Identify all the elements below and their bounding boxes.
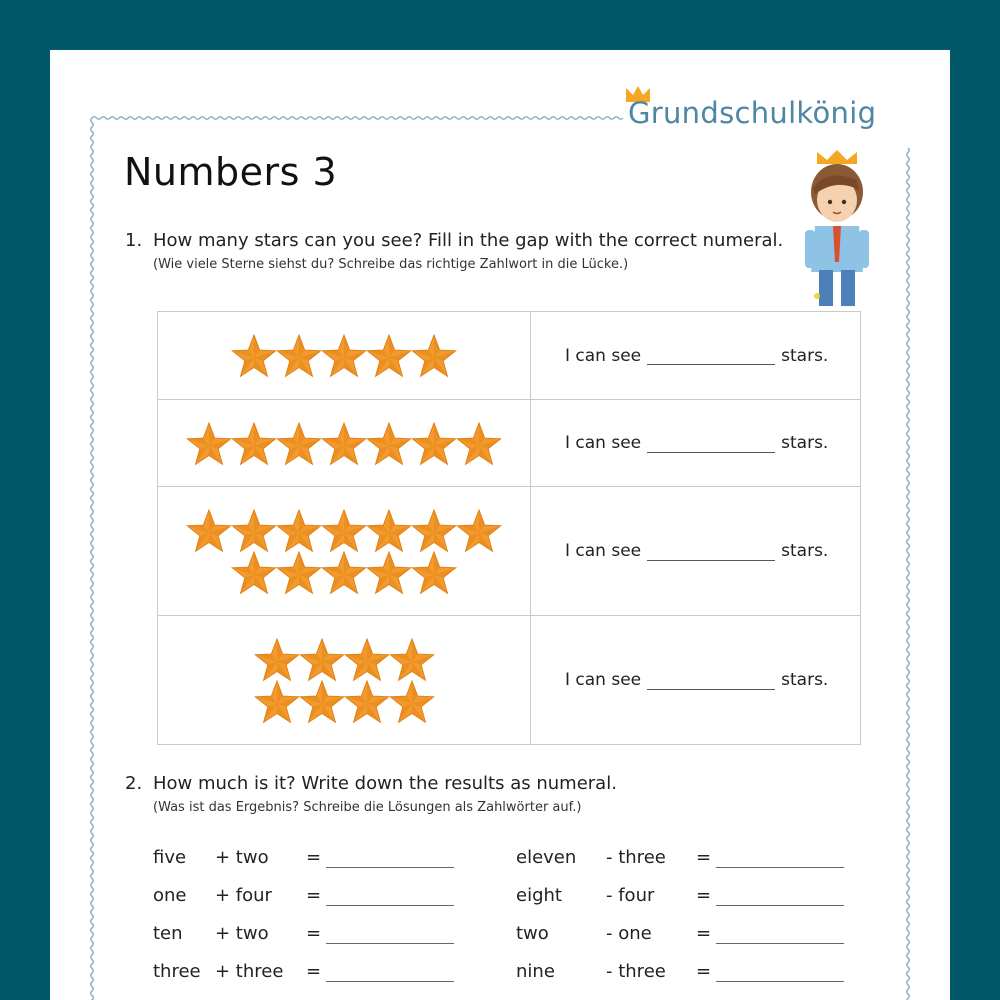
stars-cell [158, 616, 530, 744]
star-icon [276, 334, 322, 378]
calc-answer-blank[interactable] [326, 943, 454, 944]
calc-answer-blank[interactable] [716, 981, 844, 982]
calc-operation: + two [215, 923, 269, 944]
calc-equals: = [306, 923, 322, 944]
task2-prompt-text: How much is it? Write down the results as numeral. [153, 773, 617, 794]
answer-cell [531, 400, 860, 486]
answer-prefix: I can see [565, 345, 642, 366]
calc-answer-blank[interactable] [716, 943, 844, 944]
calc-row [516, 847, 846, 873]
boy-illustration [797, 150, 877, 310]
answer-suffix: stars. [781, 345, 829, 366]
calc-equals: = [306, 961, 322, 982]
star-icon [276, 422, 322, 466]
star-icon [276, 509, 322, 553]
star-icon [299, 680, 345, 724]
calc-row [153, 923, 473, 949]
calc-operand: one [153, 885, 187, 906]
star-icon [411, 422, 457, 466]
task2-prompt [125, 773, 617, 794]
task1-prompt [125, 230, 783, 251]
answer-cell [531, 312, 860, 399]
calc-row [153, 961, 473, 987]
table-row [158, 615, 860, 744]
answer-cell [531, 487, 860, 615]
calc-operand: eight [516, 885, 562, 906]
star-icon [186, 509, 232, 553]
table-row [158, 486, 860, 615]
answer-blank[interactable] [647, 434, 775, 453]
table-row [158, 399, 860, 486]
task1-translation: (Wie viele Sterne siehst du? Schreibe das richtige Zahlwort in die Lücke.) [153, 257, 629, 272]
calc-row [153, 885, 473, 911]
calc-equals: = [696, 961, 712, 982]
star-icon [344, 638, 390, 682]
star-icon [231, 551, 277, 595]
stars-cell [158, 400, 530, 486]
star-icon [254, 680, 300, 724]
calc-operand: two [516, 923, 549, 944]
calc-operation: + four [215, 885, 272, 906]
calc-operand: five [153, 847, 187, 868]
calc-operation: - three [606, 961, 666, 982]
calc-answer-blank[interactable] [716, 867, 844, 868]
brand-logo: Grundschulkönig [628, 96, 877, 130]
answer-blank[interactable] [647, 542, 775, 561]
star-icon [389, 638, 435, 682]
answer-suffix: stars. [781, 670, 829, 690]
calc-row [516, 885, 846, 911]
star-icon [231, 422, 277, 466]
star-icon [254, 638, 300, 682]
calc-answer-blank[interactable] [326, 981, 454, 982]
calc-equals: = [696, 923, 712, 944]
calc-operand: eleven [516, 847, 577, 868]
calc-equals: = [306, 847, 322, 868]
task2-translation: (Was ist das Ergebnis? Schreibe die Lösungen als Zahlwörter auf.) [153, 800, 582, 815]
calc-operand: three [153, 961, 201, 982]
table-row [158, 312, 860, 399]
star-icon [456, 422, 502, 466]
star-icon [366, 334, 412, 378]
calc-equals: = [306, 885, 322, 906]
calc-operand: nine [516, 961, 555, 982]
calc-equals: = [696, 847, 712, 868]
calc-answer-blank[interactable] [716, 905, 844, 906]
star-icon [456, 509, 502, 553]
answer-suffix: stars. [781, 433, 829, 453]
answer-suffix: stars. [781, 541, 829, 561]
calc-operation: - three [606, 847, 666, 868]
task1-prompt-text: How many stars can you see? Fill in the gap with the correct numeral. [153, 230, 784, 251]
stars-table [157, 311, 861, 745]
calc-answer-blank[interactable] [326, 867, 454, 868]
task1-number: 1. [125, 230, 143, 251]
stars-cell [158, 487, 530, 615]
star-icon [276, 551, 322, 595]
answer-blank[interactable] [647, 671, 775, 690]
star-icon [321, 551, 367, 595]
star-icon [299, 638, 345, 682]
star-icon [186, 422, 232, 466]
star-icon [366, 422, 412, 466]
calc-row [516, 923, 846, 949]
answer-cell [531, 616, 860, 744]
calc-equals: = [696, 885, 712, 906]
calc-operation: - one [606, 923, 652, 944]
calc-operation: + two [215, 847, 269, 868]
star-icon [366, 509, 412, 553]
star-icon [411, 334, 457, 378]
calc-answer-blank[interactable] [326, 905, 454, 906]
star-icon [389, 680, 435, 724]
star-icon [411, 509, 457, 553]
calc-operation: + three [215, 961, 284, 982]
star-icon [231, 509, 277, 553]
star-icon [344, 680, 390, 724]
answer-prefix: I can see [565, 433, 642, 453]
star-icon [366, 551, 412, 595]
answer-blank[interactable] [647, 346, 775, 365]
calc-operation: - four [606, 885, 655, 906]
stars-cell [158, 312, 530, 399]
star-icon [411, 551, 457, 595]
star-icon [321, 509, 367, 553]
calc-row [153, 847, 473, 873]
calc-operand: ten [153, 923, 183, 944]
answer-prefix: I can see [565, 541, 642, 561]
task2-number: 2. [125, 773, 143, 794]
calc-row [516, 961, 846, 987]
worksheet-title: Numbers 3 [124, 150, 338, 194]
star-icon [231, 334, 277, 378]
answer-prefix: I can see [565, 670, 642, 690]
star-icon [321, 422, 367, 466]
star-icon [321, 334, 367, 378]
